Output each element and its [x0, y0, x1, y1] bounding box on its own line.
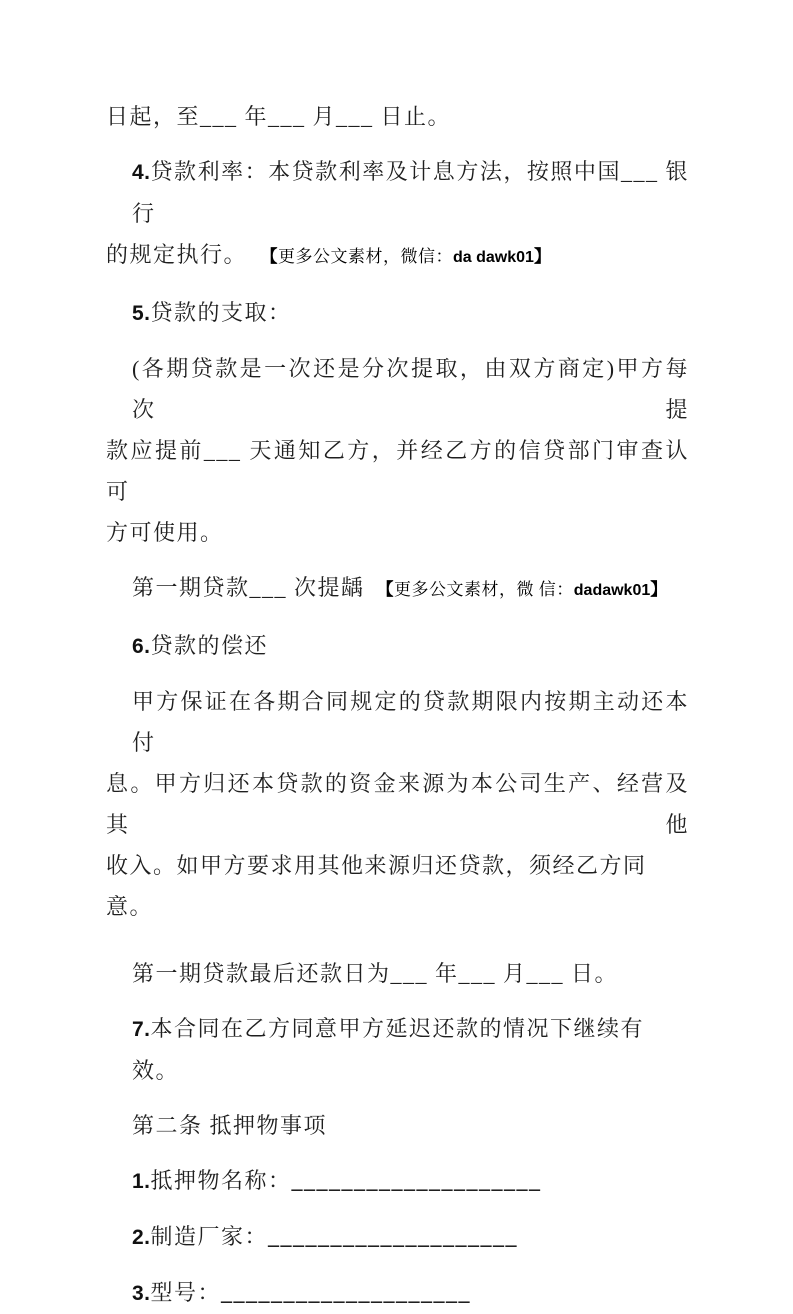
first-period-withdrawal-line [106, 567, 689, 611]
collateral-name-blank: ____________________ [291, 1168, 542, 1193]
note-1-open-bracket: 【 [269, 247, 279, 266]
repayment-guarantee-line-1: 甲方保证在各期合同规定的贷款期限内按期主动还本付 [132, 689, 689, 755]
collateral-name-number: 1. [132, 1170, 151, 1193]
collateral-name-line [106, 1160, 689, 1202]
paragraph-4-interest-rate [106, 151, 689, 278]
clause-6-number: 6. [132, 635, 151, 658]
collateral-name-label: 抵押物名称： [150, 1168, 292, 1193]
withdrawal-terms-line-3: 方可使用。 [106, 520, 224, 545]
wechat-watermark-note-2 [377, 580, 668, 599]
clause-5-text: 贷款的支取： [150, 300, 292, 325]
clause-4-interest-rate [106, 151, 689, 234]
paragraph-collateral-name [106, 1160, 689, 1202]
clause-6-text: 贷款的偿还 [150, 633, 269, 658]
clause-4-text: 贷款利率：本贷款利率及计息方法，按照中国___ 银行 [132, 159, 689, 226]
paragraph-final-repayment-date [106, 953, 689, 994]
note-2-close-bracket: 】 [650, 580, 668, 599]
model-number-blank: ____________________ [221, 1280, 472, 1305]
clause-4-continuation-text: 的规定执行。 [106, 242, 248, 267]
note-2-body: 更多公文素材，微 信： [394, 580, 574, 599]
manufacturer-blank: ____________________ [268, 1224, 519, 1249]
paragraph-6-repayment [106, 625, 689, 667]
repayment-guarantee-line-3: 收入。如甲方要求用其他来源归还贷款，须经乙方同意。 [106, 853, 647, 919]
note-1-wechat-id: da dawk01 [453, 249, 534, 266]
clause-7-number: 7. [132, 1018, 151, 1041]
withdrawal-terms-line-2: 款应提前___ 天通知乙方，并经乙方的信贷部门审查认可 [106, 438, 689, 504]
paragraph-withdrawal-terms [106, 348, 689, 553]
note-2-open-bracket: 【 [376, 580, 395, 599]
paragraph-model-number [106, 1272, 689, 1314]
paragraph-article-2-heading [106, 1105, 689, 1146]
clause-5-withdrawal-heading [106, 292, 689, 334]
model-number-number: 3. [132, 1282, 151, 1305]
manufacturer-line [106, 1216, 689, 1258]
clause-6-repayment-heading [106, 625, 689, 667]
model-number-line [106, 1272, 689, 1314]
clause-7-validity-line [106, 1008, 689, 1091]
article-2-collateral-heading: 第二条 抵押物事项 [132, 1113, 328, 1138]
manufacturer-number: 2. [132, 1226, 151, 1249]
paragraph-first-period-withdrawal [106, 567, 689, 611]
clause-7-text: 本合同在乙方同意甲方延迟还款的情况下继续有效。 [132, 1016, 645, 1083]
wechat-watermark-note-1 [269, 247, 551, 266]
note-2-wechat-id: dadawk01 [573, 582, 651, 599]
clause-4-continuation [106, 234, 689, 278]
paragraph-5-withdrawal [106, 292, 689, 334]
paragraph-7-validity [106, 1008, 689, 1091]
final-repayment-date-line: 第一期贷款最后还款日为___ 年___ 月___ 日。 [132, 961, 619, 986]
withdrawal-terms-line-1: (各期贷款是一次还是分次提取，由双方商定)甲方每次提 [132, 356, 689, 422]
model-number-label: 型号： [150, 1280, 222, 1305]
first-period-withdrawal-text: 第一期贷款___ 次提龋 [132, 575, 365, 600]
paragraph-manufacturer [106, 1216, 689, 1258]
clause-5-number: 5. [132, 302, 151, 325]
paragraph-repayment-guarantee [106, 681, 689, 927]
paragraph-date-range [106, 96, 689, 137]
repayment-guarantee-line-2: 息。甲方归还本贷款的资金来源为本公司生产、经营及其他 [106, 771, 689, 837]
clause-4-number: 4. [132, 161, 151, 184]
note-1-close-bracket: 】 [533, 247, 552, 266]
note-1-body: 更多公文素材，微信： [278, 247, 454, 266]
manufacturer-label: 制造厂家： [150, 1224, 269, 1249]
clause-date-range-continuation: 日起，至___ 年___ 月___ 日止。 [106, 104, 452, 129]
